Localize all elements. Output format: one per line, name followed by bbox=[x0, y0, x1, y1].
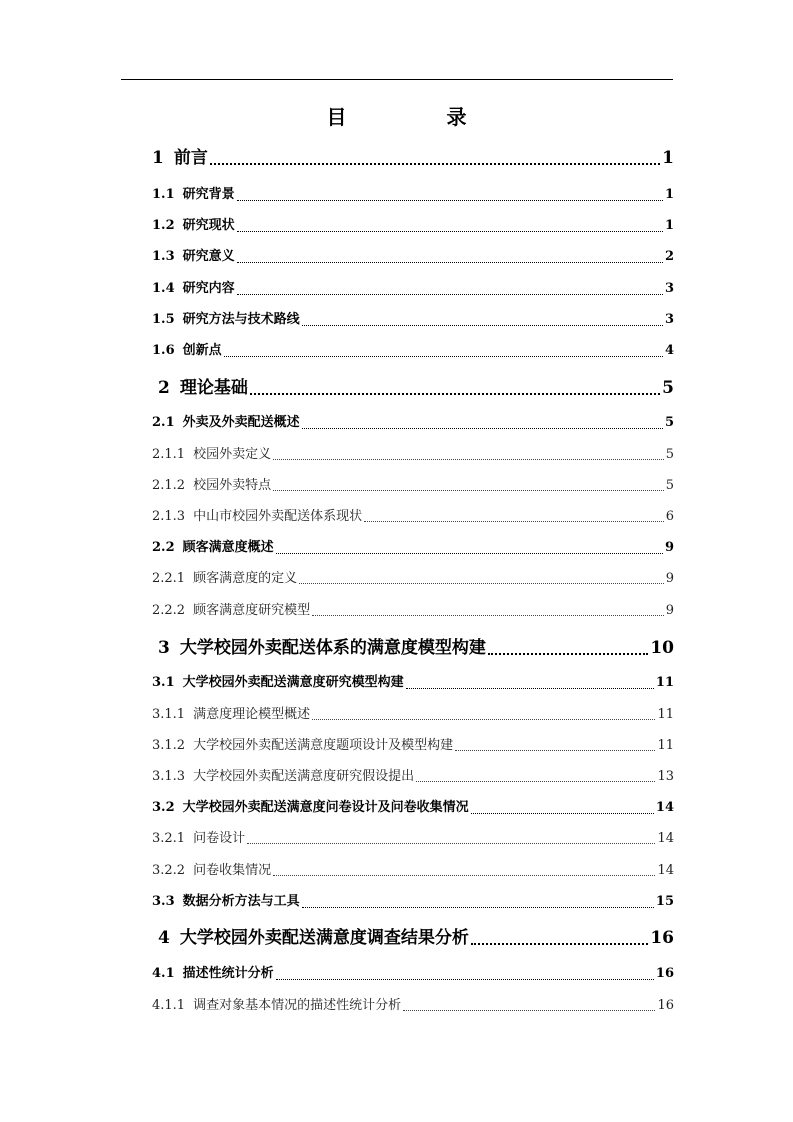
toc-entry-page: 11 bbox=[657, 738, 674, 753]
toc-entry-label: 满意度理论模型概述 bbox=[193, 707, 311, 722]
toc-entry-number: 2 bbox=[158, 378, 170, 398]
toc-entry[interactable] bbox=[152, 926, 674, 950]
toc-entry-label: 问卷设计 bbox=[193, 831, 246, 846]
toc-entry-label: 研究内容 bbox=[182, 281, 235, 296]
toc-entry-label: 大学校园外卖配送满意度题项设计及模型构建 bbox=[193, 738, 454, 753]
toc-entry[interactable] bbox=[152, 767, 674, 787]
toc-entry[interactable] bbox=[152, 798, 674, 818]
toc-entry-label: 研究现状 bbox=[182, 218, 235, 233]
toc-entry-page: 15 bbox=[655, 894, 674, 909]
toc-entry[interactable] bbox=[152, 861, 674, 881]
toc-entry-number: 3.1 bbox=[152, 675, 175, 690]
toc-entry-page: 16 bbox=[650, 928, 674, 948]
toc-entry[interactable] bbox=[152, 445, 674, 465]
toc-entry-label: 顾客满意度研究模型 bbox=[193, 603, 311, 618]
toc-entry-number: 2.1 bbox=[152, 415, 175, 430]
toc-entry-label: 大学校园外卖配送满意度研究模型构建 bbox=[182, 675, 404, 690]
toc-entry-number: 1.1 bbox=[152, 187, 175, 202]
toc-entry-label: 研究背景 bbox=[182, 187, 235, 202]
dot-leader bbox=[312, 705, 655, 725]
toc-entry-number: 1 bbox=[152, 148, 164, 168]
dot-leader bbox=[237, 279, 663, 299]
toc-entry[interactable] bbox=[152, 736, 674, 756]
dot-leader bbox=[273, 445, 664, 465]
dot-leader bbox=[488, 636, 648, 660]
toc-entry-number: 2.2 bbox=[152, 540, 175, 555]
dot-leader bbox=[302, 413, 663, 433]
toc-entry-number: 3.2.1 bbox=[152, 831, 186, 846]
toc-entry-label: 理论基础 bbox=[179, 378, 248, 398]
toc-entry[interactable] bbox=[152, 601, 674, 621]
toc-entry-number: 3.1.1 bbox=[152, 707, 186, 722]
toc-entry[interactable] bbox=[152, 185, 674, 205]
toc-entry-label: 校园外卖特点 bbox=[193, 478, 272, 493]
toc-entry[interactable] bbox=[152, 376, 674, 400]
toc-entry-number: 2.1.1 bbox=[152, 447, 186, 462]
toc-entry-number: 1.4 bbox=[152, 281, 175, 296]
toc-entry-page: 2 bbox=[664, 249, 674, 264]
toc-entry-page: 13 bbox=[657, 769, 674, 784]
toc-entry-number: 2.2.1 bbox=[152, 571, 186, 586]
toc-entry-label: 中山市校园外卖配送体系现状 bbox=[193, 509, 363, 524]
toc-entry[interactable] bbox=[152, 310, 674, 330]
dot-leader bbox=[237, 185, 663, 205]
toc-entry-label: 外卖及外卖配送概述 bbox=[182, 415, 300, 430]
toc-entry[interactable] bbox=[152, 996, 674, 1016]
toc-entry-label: 描述性统计分析 bbox=[182, 966, 274, 981]
toc-entry-page: 1 bbox=[664, 218, 674, 233]
toc-entry-page: 9 bbox=[665, 571, 674, 586]
dot-leader bbox=[224, 341, 663, 361]
toc-entry[interactable] bbox=[152, 829, 674, 849]
toc-entry-page: 14 bbox=[655, 800, 674, 815]
dot-leader bbox=[276, 964, 654, 984]
toc-entry-number: 2.1.3 bbox=[152, 509, 186, 524]
toc-entry[interactable] bbox=[152, 964, 674, 984]
toc-entry-page: 11 bbox=[657, 707, 674, 722]
toc-entry-label: 研究方法与技术路线 bbox=[182, 312, 300, 327]
dot-leader bbox=[302, 310, 663, 330]
toc-entry-page: 16 bbox=[657, 998, 674, 1013]
toc-entry[interactable] bbox=[152, 247, 674, 267]
dot-leader bbox=[247, 829, 655, 849]
toc-entry-page: 9 bbox=[665, 603, 674, 618]
toc-entry[interactable] bbox=[152, 146, 674, 170]
toc-entry-label: 顾客满意度概述 bbox=[182, 540, 274, 555]
toc-entry-number: 4 bbox=[158, 928, 170, 948]
dot-leader bbox=[237, 216, 663, 236]
toc-entry-label: 调查对象基本情况的描述性统计分析 bbox=[193, 998, 402, 1013]
toc-entry-page: 16 bbox=[655, 966, 674, 981]
table-of-contents bbox=[152, 0, 674, 1122]
dot-leader bbox=[237, 247, 663, 267]
dot-leader bbox=[273, 476, 664, 496]
toc-entry-page: 10 bbox=[650, 638, 674, 658]
dot-leader bbox=[210, 146, 660, 170]
dot-leader bbox=[403, 996, 655, 1016]
toc-entry-page: 6 bbox=[665, 509, 674, 524]
toc-entry-number: 1.3 bbox=[152, 249, 175, 264]
dot-leader bbox=[299, 569, 664, 589]
toc-entry-label: 前言 bbox=[173, 148, 208, 168]
toc-entry-number: 3.2.2 bbox=[152, 863, 186, 878]
toc-entry-number: 1.5 bbox=[152, 312, 175, 327]
toc-entry[interactable] bbox=[152, 341, 674, 361]
toc-entry-number: 4.1 bbox=[152, 966, 175, 981]
dot-leader bbox=[250, 376, 660, 400]
dot-leader bbox=[302, 892, 654, 912]
toc-entry-number: 3.1.2 bbox=[152, 738, 186, 753]
dot-leader bbox=[471, 926, 648, 950]
toc-entry-page: 5 bbox=[665, 447, 674, 462]
dot-leader bbox=[276, 538, 663, 558]
toc-entry[interactable] bbox=[152, 569, 674, 589]
toc-entry-label: 顾客满意度的定义 bbox=[193, 571, 298, 586]
toc-entry-number: 3.3 bbox=[152, 894, 175, 909]
toc-entry-page: 5 bbox=[664, 415, 674, 430]
toc-entry-number: 3 bbox=[158, 638, 170, 658]
toc-entry-number: 1.6 bbox=[152, 343, 175, 358]
toc-entry-page: 1 bbox=[664, 187, 674, 202]
toc-entry[interactable] bbox=[152, 476, 674, 496]
toc-entry-label: 大学校园外卖配送体系的满意度模型构建 bbox=[179, 638, 486, 658]
toc-entry-page: 4 bbox=[664, 343, 674, 358]
toc-entry-label: 数据分析方法与工具 bbox=[182, 894, 300, 909]
dot-leader bbox=[406, 673, 654, 693]
toc-entry-page: 14 bbox=[657, 863, 674, 878]
dot-leader bbox=[416, 767, 655, 787]
toc-entry-page: 9 bbox=[664, 540, 674, 555]
toc-entry-number: 4.1.1 bbox=[152, 998, 186, 1013]
toc-entry[interactable] bbox=[152, 892, 674, 912]
dot-leader bbox=[455, 736, 655, 756]
toc-entry-page: 5 bbox=[665, 478, 674, 493]
toc-entry-page: 14 bbox=[657, 831, 674, 846]
toc-entry-number: 1.2 bbox=[152, 218, 175, 233]
toc-entry-number: 2.1.2 bbox=[152, 478, 186, 493]
toc-entry-page: 11 bbox=[655, 675, 674, 690]
toc-entry[interactable] bbox=[152, 538, 674, 558]
toc-entry[interactable] bbox=[152, 636, 674, 660]
dot-leader bbox=[471, 798, 654, 818]
dot-leader bbox=[273, 861, 655, 881]
toc-entry-page: 5 bbox=[662, 378, 674, 398]
toc-entry[interactable] bbox=[152, 216, 674, 236]
toc-entry-label: 创新点 bbox=[182, 343, 222, 358]
toc-entry-label: 大学校园外卖配送满意度调查结果分析 bbox=[179, 928, 469, 948]
toc-entry[interactable] bbox=[152, 705, 674, 725]
toc-entry[interactable] bbox=[152, 279, 674, 299]
toc-entry-label: 大学校园外卖配送满意度研究假设提出 bbox=[193, 769, 415, 784]
toc-entry-page: 3 bbox=[664, 281, 674, 296]
toc-title: 目 录 bbox=[326, 105, 507, 129]
dot-leader bbox=[364, 507, 664, 527]
toc-entry[interactable] bbox=[152, 673, 674, 693]
toc-entry-label: 大学校园外卖配送满意度问卷设计及问卷收集情况 bbox=[182, 800, 469, 815]
dot-leader bbox=[312, 601, 664, 621]
toc-entry-page: 3 bbox=[664, 312, 674, 327]
toc-entry-label: 校园外卖定义 bbox=[193, 447, 272, 462]
toc-entry-number: 3.2 bbox=[152, 800, 175, 815]
toc-entry[interactable] bbox=[152, 507, 674, 527]
toc-entry-label: 问卷收集情况 bbox=[193, 863, 272, 878]
toc-entry-number: 3.1.3 bbox=[152, 769, 186, 784]
toc-entry-label: 研究意义 bbox=[182, 249, 235, 264]
toc-entry[interactable] bbox=[152, 413, 674, 433]
toc-entry-number: 2.2.2 bbox=[152, 603, 186, 618]
toc-entry-page: 1 bbox=[662, 148, 674, 168]
